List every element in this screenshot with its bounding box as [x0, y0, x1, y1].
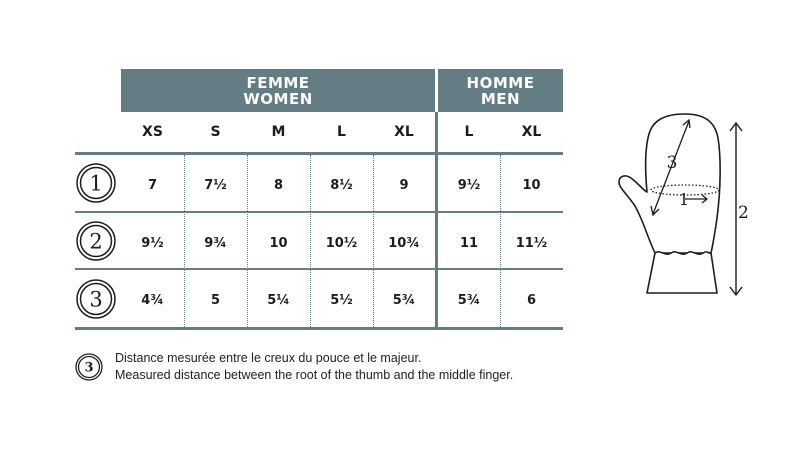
row-number: 2 — [89, 229, 103, 254]
women-header-fr: FEMME — [246, 73, 310, 92]
header-gap — [435, 69, 438, 112]
mitten-cuff-icon — [647, 252, 717, 293]
row-number-badge-2 — [76, 221, 116, 261]
footnote-number-badge — [75, 353, 103, 381]
size-label-men-l: L — [464, 124, 474, 140]
size-label-men-xl: XL — [521, 124, 542, 140]
table-rule-bottom — [75, 327, 563, 330]
footnote-number: 3 — [84, 360, 94, 376]
size-label-l: L — [337, 124, 346, 140]
cell-value: 7 — [147, 178, 158, 193]
measure-2-label: 2 — [738, 203, 749, 223]
cell-value: 5 — [210, 293, 221, 308]
measure-1-label: 1 — [678, 190, 690, 209]
cell-value: 11 — [459, 236, 479, 251]
row-number-badge-3 — [76, 279, 116, 319]
men-header-fr: HOMME — [466, 73, 535, 92]
men-header-en: MEN — [480, 89, 521, 108]
cell-value: 10½ — [325, 236, 358, 251]
cell-value: 8½ — [330, 178, 353, 193]
table-rule — [75, 268, 563, 270]
cell-value: 5½ — [330, 293, 353, 308]
cell-value: 9¾ — [204, 236, 227, 251]
size-label-s: S — [210, 124, 221, 140]
cell-value: 6 — [526, 293, 537, 308]
cell-value: 9 — [399, 178, 409, 193]
cell-value: 4¾ — [141, 293, 164, 308]
measure-3-label: 3 — [666, 153, 678, 173]
size-label-xs: XS — [142, 124, 163, 140]
cell-value: 9½ — [141, 236, 164, 251]
cell-value: 9½ — [457, 178, 481, 193]
mitten-measurement-diagram — [605, 108, 765, 303]
cell-value: 8 — [273, 178, 284, 193]
table-rule-top — [75, 152, 563, 155]
footnote-line-en: Measured distance between the root of the thumb and the middle finger. — [115, 368, 514, 382]
footnote-line-fr: Distance mesurée entre le creux du pouce et le majeur. — [115, 351, 422, 365]
row-number: 1 — [89, 171, 103, 196]
row-number: 3 — [89, 287, 103, 312]
table-rule — [75, 211, 563, 213]
women-header-en: WOMEN — [243, 89, 313, 108]
row-number-badge-1 — [76, 163, 116, 203]
size-label-m: M — [271, 124, 286, 140]
cell-value: 11½ — [515, 236, 548, 251]
women-header — [121, 69, 435, 112]
men-header — [438, 69, 563, 112]
cell-value: 10¾ — [388, 236, 420, 251]
cell-value: 5¾ — [392, 293, 416, 308]
mitten-outline-icon — [619, 114, 720, 253]
cell-value: 5¼ — [267, 293, 290, 308]
cell-value: 7½ — [204, 178, 227, 193]
cell-value: 10 — [269, 236, 288, 251]
size-label-xl: XL — [394, 124, 414, 140]
cell-value: 5¾ — [457, 293, 481, 308]
cell-value: 10 — [522, 178, 541, 193]
